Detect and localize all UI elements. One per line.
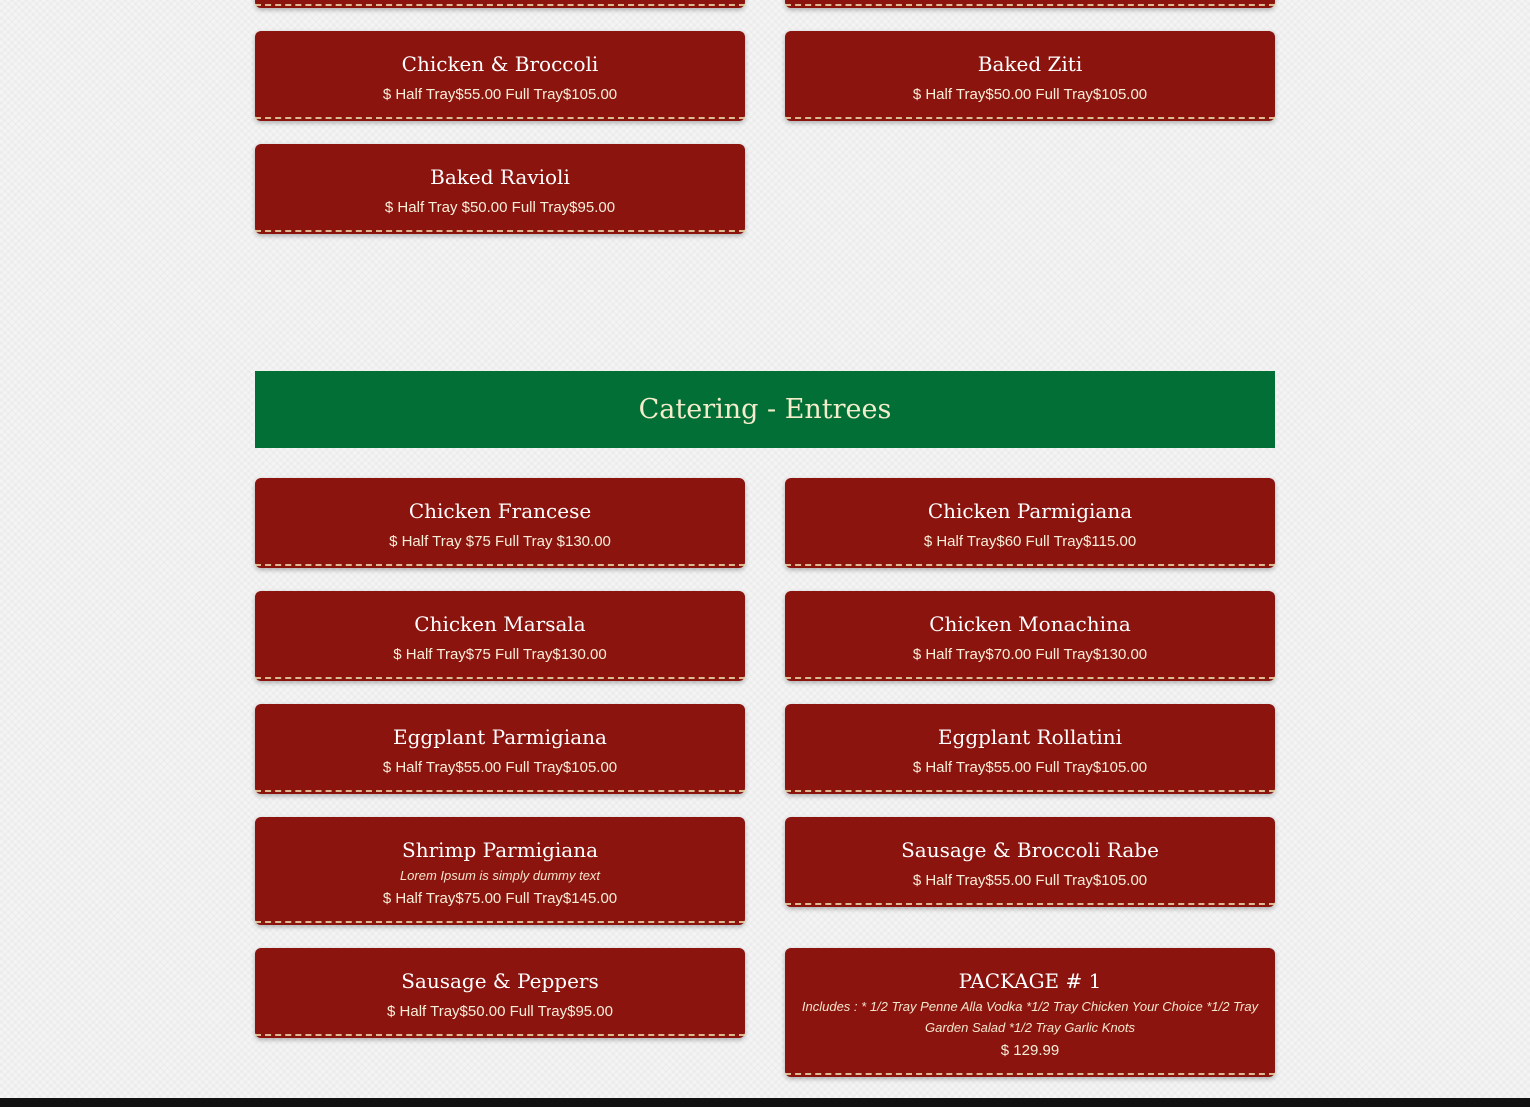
menu-item-price: $ Half Tray$55.00 Full Tray$105.00 [382,86,618,103]
menu-item-card [785,478,1275,568]
menu-item-card [255,478,745,568]
menu-item-price: $ Half Tray$75.00 Full Tray$145.00 [382,890,618,907]
menu-item-title: Baked Ravioli [430,165,570,189]
menu-item-title: Chicken Parmigiana [927,499,1133,523]
footer-bar [0,1098,1530,1107]
top-menu-section [255,0,1275,234]
package-card [785,948,1275,1077]
menu-item-card [255,817,745,925]
menu-item-title: Eggplant Rollatini [937,725,1123,749]
menu-item-price: $ Half Tray$50.00 Full Tray$95.00 [387,1003,613,1020]
menu-item-price: $ Half Tray $75 Full Tray $130.00 [389,533,611,550]
menu-item-title: Sausage & Broccoli Rabe [901,838,1159,862]
section-banner [255,371,1275,448]
menu-item-title: Shrimp Parmigiana [402,838,598,862]
menu-item-card [255,31,745,121]
menu-item-title: Chicken Monachina [929,612,1131,636]
package-description: Includes : * 1/2 Tray Penne Alla Vodka *1/2 Tray Chicken Your Choice *1/2 Tray Garden Salad *1/2 Tray Garlic Knots [801,999,1259,1035]
menu-item-title: Chicken & Broccoli [401,52,599,76]
menu-item-card [785,704,1275,794]
menu-item-title: Eggplant Parmigiana [393,725,607,749]
menu-item-card [255,591,745,681]
menu-item-card [255,0,745,8]
menu-item-price: $ Half Tray$55.00 Full Tray$105.00 [912,872,1148,889]
menu-item-price: $ Half Tray$55.00 Full Tray$105.00 [382,759,618,776]
menu-item-card [785,31,1275,121]
package-title: PACKAGE # 1 [958,969,1102,993]
menu-item-card [255,948,745,1038]
menu-item-card [785,817,1275,907]
menu-item-card [785,591,1275,681]
menu-item-price: $ Half Tray $50.00 Full Tray$95.00 [384,199,616,216]
menu-item-price: $ Half Tray$50.00 Full Tray$105.00 [912,86,1148,103]
menu-item-title: Sausage & Peppers [401,969,599,993]
menu-item-price: $ Half Tray$55.00 Full Tray$105.00 [912,759,1148,776]
menu-item-title: Chicken Francese [408,499,592,523]
package-price: $ 129.99 [1000,1042,1060,1059]
menu-item-title: Baked Ziti [977,52,1083,76]
menu-item-price: $ Half Tray$60 Full Tray$115.00 [923,533,1137,550]
menu-item-card [255,704,745,794]
menu-item-card [255,144,745,234]
menu-item-description: Lorem Ipsum is simply dummy text [399,868,601,883]
menu-item-price: $ Half Tray$75 Full Tray$130.00 [393,646,607,663]
entrees-section [255,371,1275,1077]
menu-item-card [785,0,1275,8]
section-title: Catering - Entrees [638,394,892,425]
menu-item-price: $ Half Tray$70.00 Full Tray$130.00 [912,646,1148,663]
menu-item-title: Chicken Marsala [414,612,586,636]
